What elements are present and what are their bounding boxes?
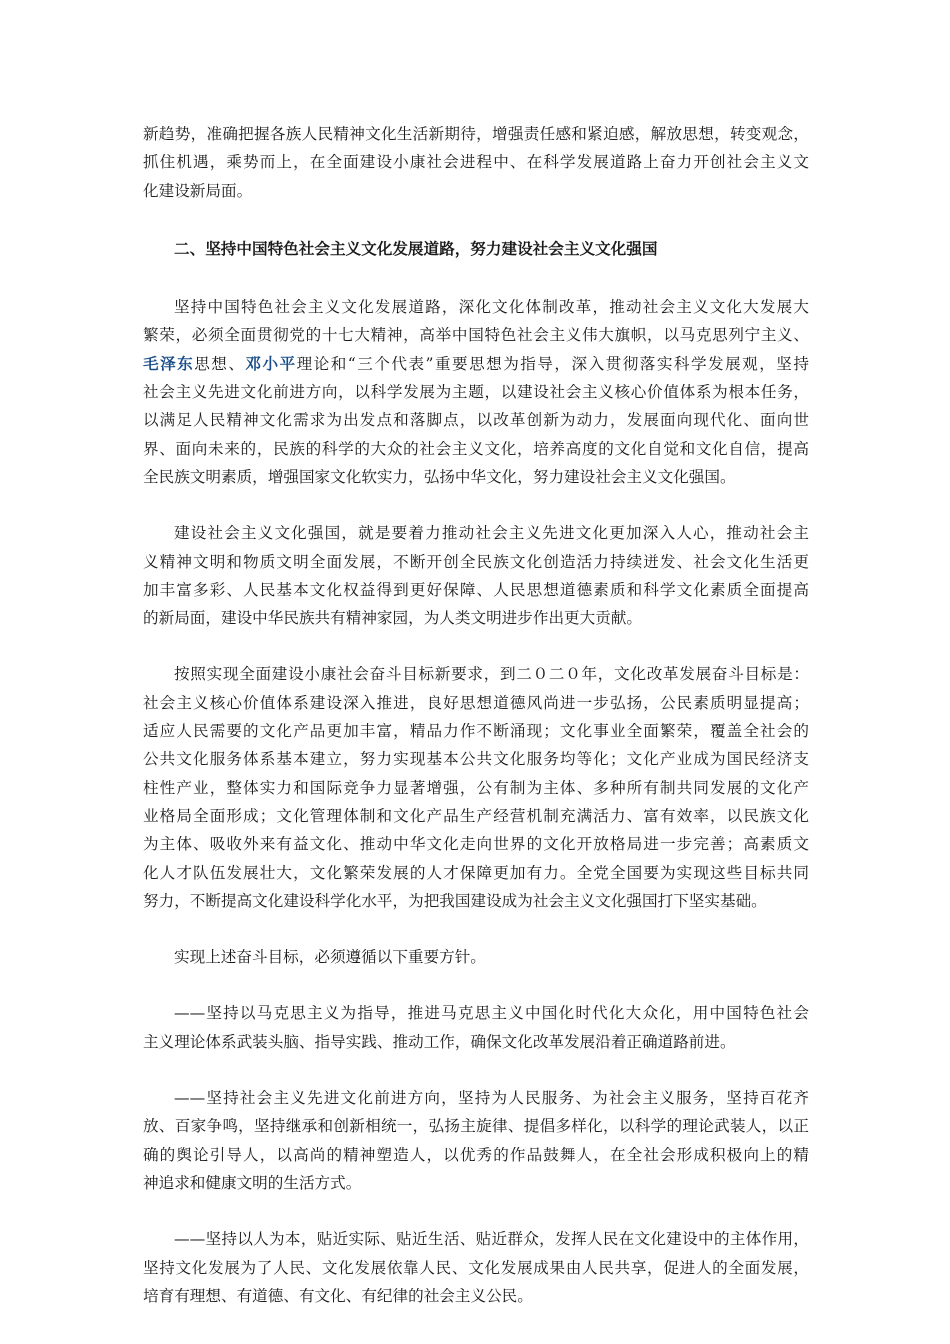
paragraph-principles-intro <box>143 943 809 971</box>
text-line: ——坚持以人为本，贴近实际、贴近生活、贴近群众，发挥人民在文化建设中的主体作用， <box>174 1230 809 1249</box>
text-line: 化建设新局面。 <box>143 181 253 200</box>
paragraph-2020-goals <box>143 660 809 915</box>
text-line: 培育有理想、有道德、有文化、有纪律的社会主义公民。 <box>143 1286 533 1305</box>
text-line: 坚持中国特色社会主义文化发展道路，深化文化体制改革，推动社会主义文化大发展大 <box>174 298 809 317</box>
text-line: 按照实现全面建设小康社会奋斗目标新要求，到二０二０年，文化改革发展奋斗目标是： <box>174 665 809 684</box>
text-line: 建设社会主义文化强国，就是要着力推动社会主义先进文化更加深入人心，推动社会主 <box>174 524 809 543</box>
text-line: 公共文化服务体系基本建立，努力实现基本公共文化服务均等化；文化产业成为国民经济支 <box>143 750 809 769</box>
document-page <box>143 120 809 1310</box>
text-line: ——坚持以马克思主义为指导，推进马克思主义中国化时代化大众化，用中国特色社会 <box>174 1004 809 1023</box>
text-fragment: 思想、 <box>194 354 246 373</box>
text-line: 主义理论体系武装头脑、指导实践、推动工作，确保文化改革发展沿着正确道路前进。 <box>143 1032 736 1051</box>
text-line: 社会主义核心价值体系建设深入推进，良好思想道德风尚进一步弘扬，公民素质明显提高； <box>143 693 809 712</box>
text-line-with-links <box>143 350 809 378</box>
text-line: 坚持文化发展为了人民、文化发展依靠人民、文化发展成果由人民共享，促进人的全面发展， <box>143 1258 809 1277</box>
text-line: 业格局全面形成；文化管理体制和文化产品生产经营机制充满活力、富有效率，以民族文化 <box>143 806 809 825</box>
text-line: 适应人民需要的文化产品更加丰富，精品力作不断涌现；文化事业全面繁荣，覆盖全社会的 <box>143 722 809 741</box>
text-line: 柱性产业，整体实力和国际竞争力显著增强，公有制为主体、多种所有制共同发展的文化产 <box>143 778 809 797</box>
text-line: 神追求和健康文明的生活方式。 <box>143 1173 362 1192</box>
text-line: 化人才队伍发展壮大，文化繁荣发展的人才保障更加有力。全党全国要为实现这些目标共同 <box>143 863 809 882</box>
text-line: 社会主义先进文化前进方向，以科学发展为主题，以建设社会主义核心价值体系为根本任务， <box>143 383 809 402</box>
text-line: 抓住机遇，乘势而上，在全面建设小康社会进程中、在科学发展道路上奋力开创社会主义文 <box>143 153 809 172</box>
paragraph-principle-advanced-culture <box>143 1084 809 1197</box>
text-line: 确的舆论引导人，以高尚的精神塑造人，以优秀的作品鼓舞人，在全社会形成积极向上的精 <box>143 1145 809 1164</box>
text-line: 的新局面，建设中华民族共有精神家园，为人类文明进步作出更大贡献。 <box>143 609 643 628</box>
text-fragment: 理论和“三个代表”重要思想为指导，深入贯彻落实科学发展观，坚持 <box>296 354 809 373</box>
paragraph-principle-people-oriented <box>143 1225 809 1310</box>
text-line: 加丰富多彩、人民基本文化权益得到更好保障、人民思想道德素质和科学文化素质全面提高 <box>143 580 809 599</box>
text-line: 实现上述奋斗目标，必须遵循以下重要方针。 <box>174 948 486 967</box>
paragraph-intro-continuation <box>143 120 809 205</box>
text-line: ——坚持社会主义先进文化前进方向，坚持为人民服务、为社会主义服务，坚持百花齐 <box>174 1089 809 1108</box>
text-line: 全民族文明素质，增强国家文化软实力，弘扬中华文化，努力建设社会主义文化强国。 <box>143 467 736 486</box>
link-deng-xiaoping[interactable]: 邓小平 <box>245 353 297 373</box>
link-mao-zedong[interactable]: 毛泽东 <box>143 353 195 373</box>
text-line: 繁荣，必须全面贯彻党的十七大精神，高举中国特色社会主义伟大旗帜，以马克思列宁主义、 <box>143 326 809 345</box>
text-line: 努力，不断提高文化建设科学化水平，为把我国建设成为社会主义文化强国打下坚实基础。 <box>143 891 767 910</box>
text-line: 为主体、吸收外来有益文化、推动中华文化走向世界的文化开放格局进一步完善；高素质文 <box>143 835 809 854</box>
paragraph-principle-marxism <box>143 999 809 1056</box>
text-line: 以满足人民精神文化需求为出发点和落脚点，以改革创新为动力，发展面向现代化、面向世 <box>143 411 809 430</box>
paragraph-cultural-path <box>143 293 809 491</box>
section-heading: 二、坚持中国特色社会主义文化发展道路，努力建设社会主义文化强国 <box>174 238 658 258</box>
text-line: 新趋势，准确把握各族人民精神文化生活新期待，增强责任感和紧迫感，解放思想，转变观念， <box>143 125 809 143</box>
text-line: 放、百家争鸣，坚持继承和创新相统一，弘扬主旋律、提倡多样化，以科学的理论武装人，以正 <box>143 1117 809 1136</box>
text-line: 义精神文明和物质文明全面发展，不断开创全民族文化创造活力持续迸发、社会文化生活更 <box>143 552 809 571</box>
text-line: 界、面向未来的，民族的科学的大众的社会主义文化，培养高度的文化自觉和文化自信，提高 <box>143 439 809 458</box>
paragraph-cultural-power <box>143 519 809 632</box>
